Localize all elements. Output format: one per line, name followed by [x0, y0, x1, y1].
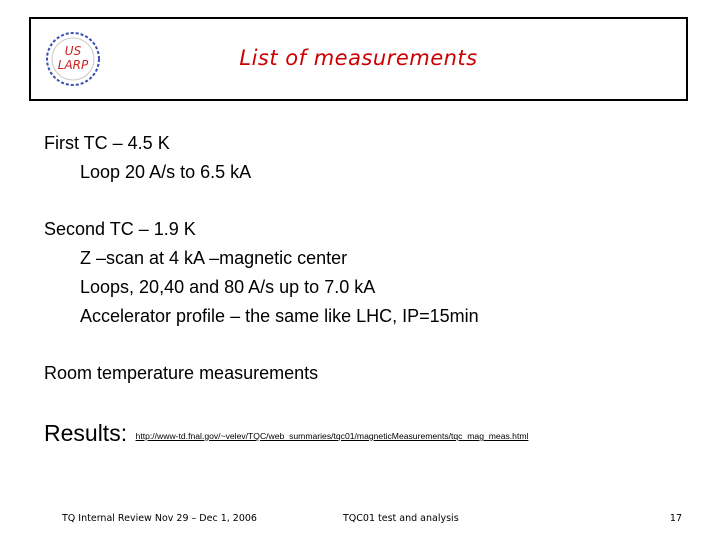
- results-link[interactable]: http://www-td.fnal.gov/~velev/TQC/web_summaries/tqc01/magneticMeasurements/tqc_mag_meas.html: [135, 431, 529, 441]
- sub-bullet: Loop 20 A/s to 6.5 kA: [80, 162, 252, 182]
- bullet-list: [44, 129, 479, 388]
- bullet-room-temperature: Room temperature measurements: [44, 363, 319, 383]
- results-line: [44, 420, 528, 447]
- sub-bullet: Loops, 20,40 and 80 A/s up to 7.0 kA: [80, 277, 376, 297]
- header-box: [29, 17, 688, 101]
- footer-center: TQC01 test and analysis: [343, 513, 459, 524]
- logo-text-us: US: [64, 44, 82, 58]
- slide-title: List of measurements: [239, 46, 478, 70]
- sub-bullet: Z –scan at 4 kA –magnetic center: [80, 248, 348, 268]
- bullet-first-tc: First TC – 4.5 K: [44, 133, 170, 153]
- footer-left: TQ Internal Review Nov 29 – Dec 1, 2006: [62, 513, 257, 524]
- results-label: Results:: [44, 420, 128, 446]
- page-number: 17: [669, 513, 682, 524]
- sub-bullet: Accelerator profile – the same like LHC, IP=15min: [80, 306, 479, 326]
- bullet-second-tc: Second TC – 1.9 K: [44, 219, 196, 239]
- logo-text-larp: LARP: [57, 58, 89, 72]
